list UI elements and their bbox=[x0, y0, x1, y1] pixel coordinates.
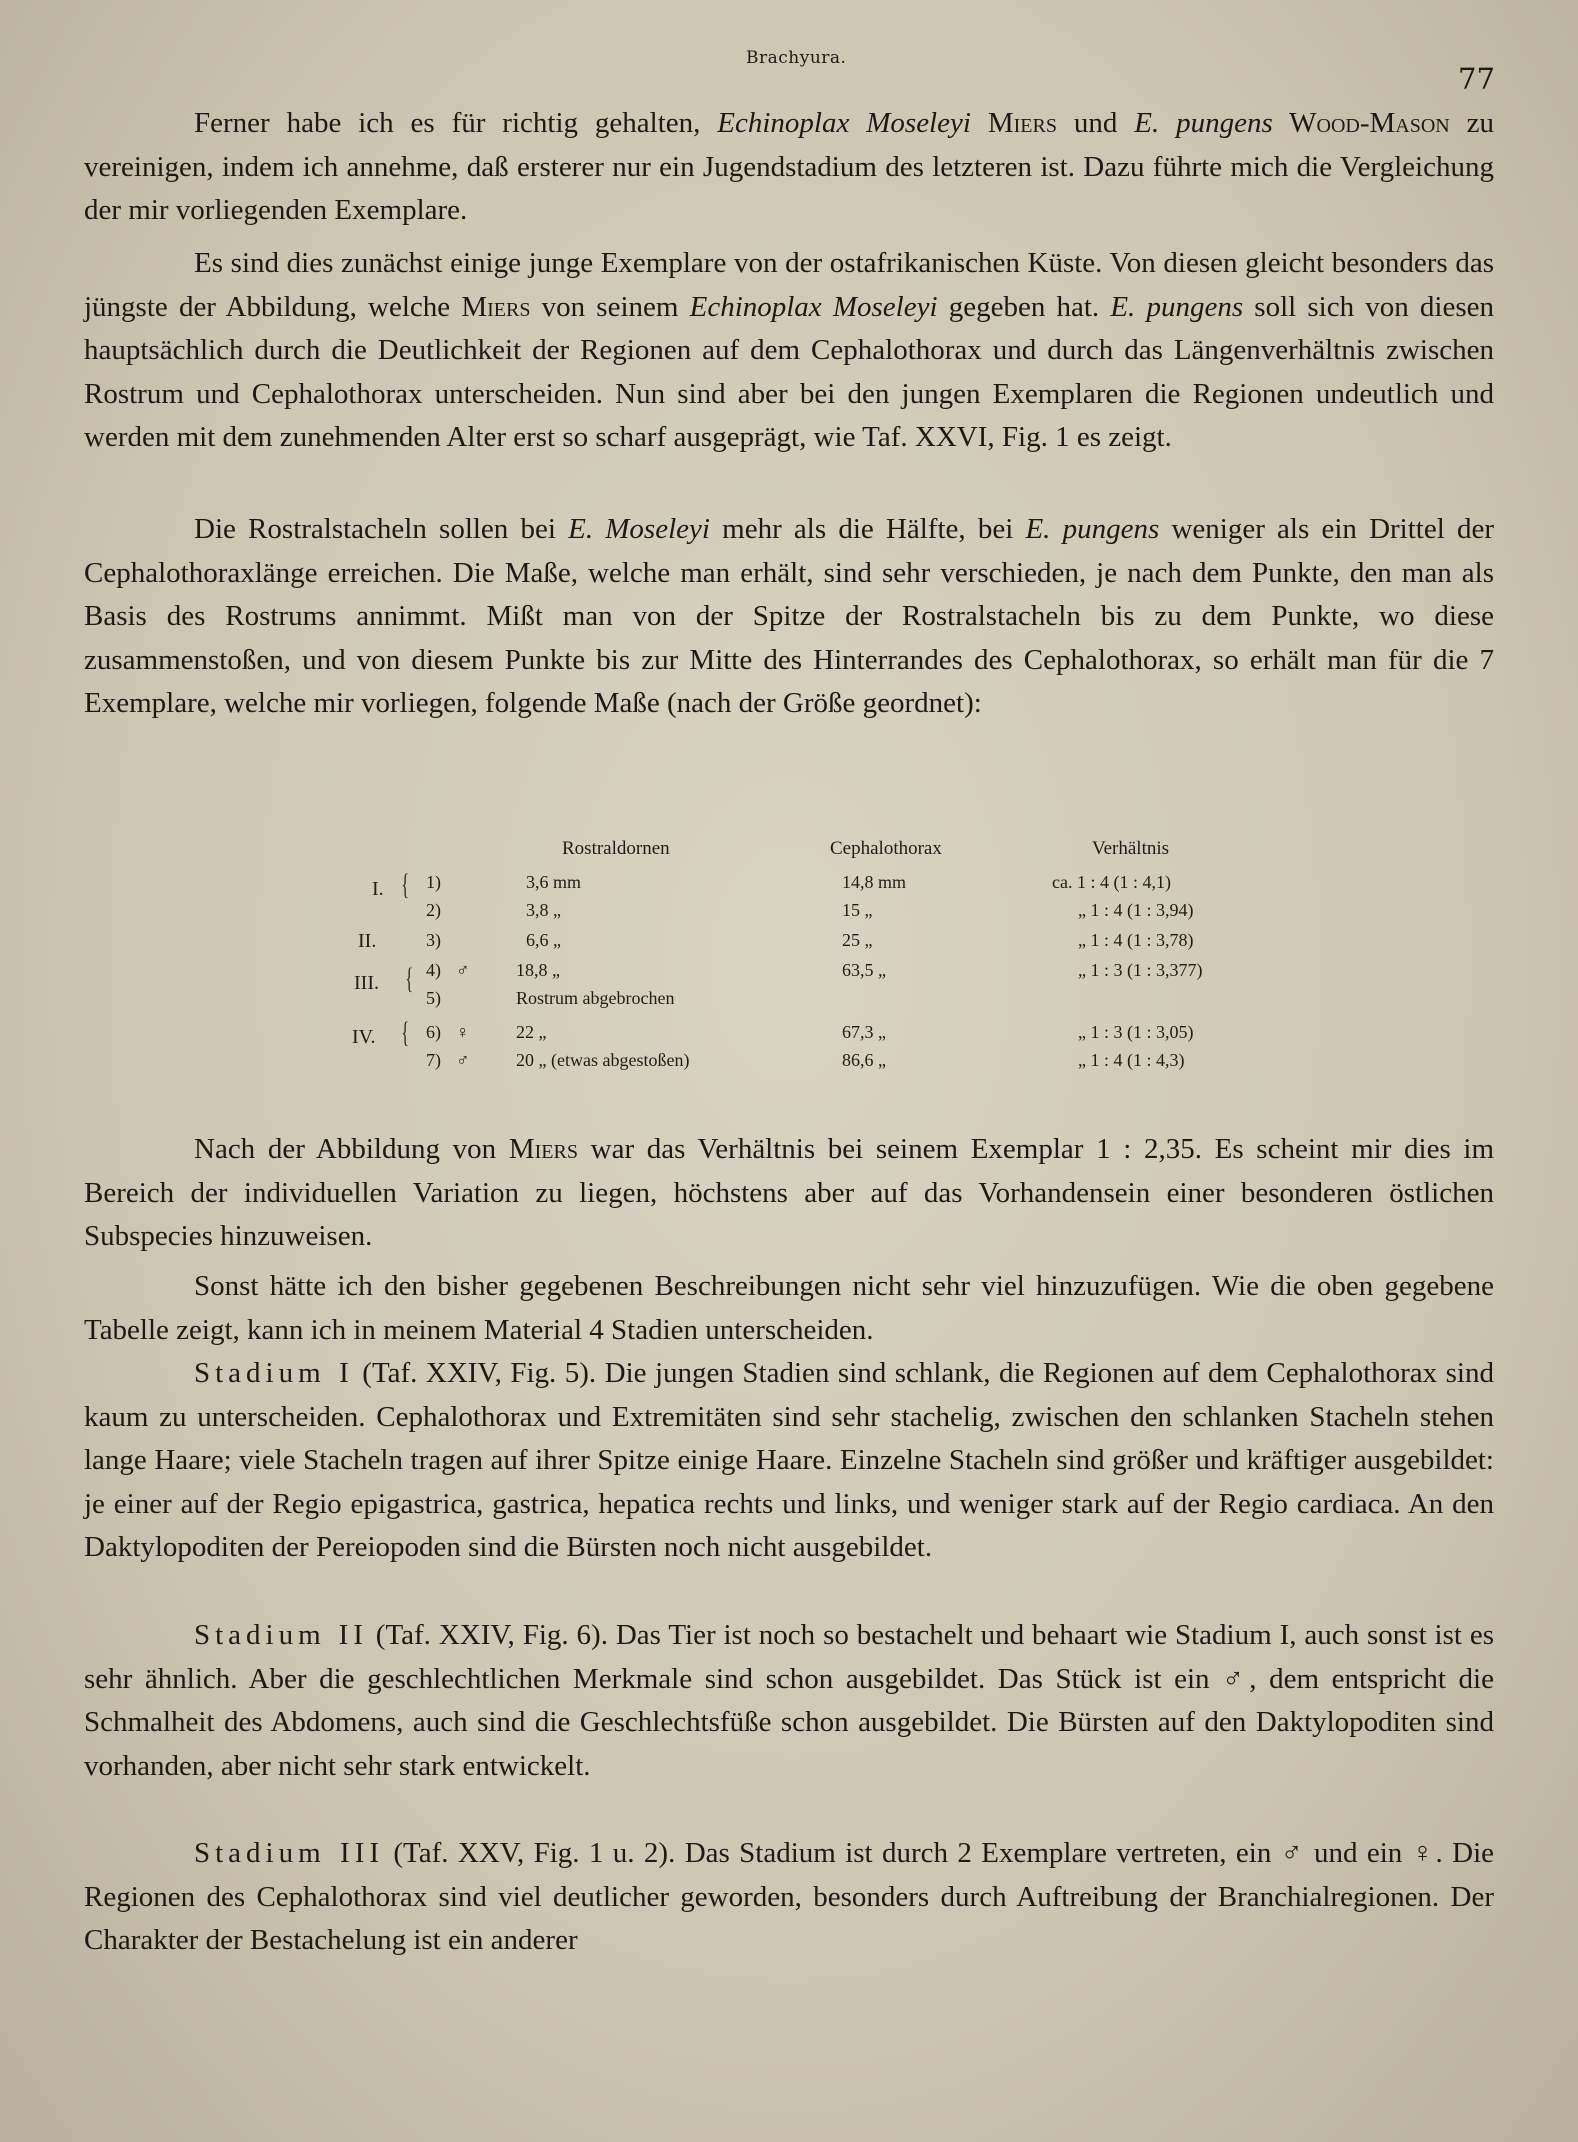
ratio-value: „ 1 : 4 (1 : 4,3) bbox=[1078, 1050, 1185, 1070]
paragraph-3 bbox=[84, 508, 1494, 726]
p1-author-2: Wood-Mason bbox=[1272, 107, 1450, 139]
paragraph-1 bbox=[84, 102, 1494, 233]
brace-group-3: { bbox=[405, 962, 414, 995]
p2-text-c: gegeben hat. bbox=[937, 290, 1111, 323]
running-head: Brachyura. bbox=[746, 48, 847, 68]
p6-text: (Taf. XXIV, Fig. 5). Die jungen Stadien sind schlank, die Regionen auf dem Cephalothorax sind kaum zu unterscheiden. Cephalothorax und Extremitäten sind sehr stachelig, zwischen den schlanken Stacheln stehen lange Haare; viele Stacheln tragen auf ihrer Spitze einige Haare. Einzelne Stacheln sind größer und kräftiger ausgebildet: je einer auf der Regio epigastrica, gastrica, hepatica rechts und links, und weniger stark auf der Regio cardiaca. An den Daktylopoditen der Pereiopoden sind die Bürsten noch nicht ausgebildet. bbox=[84, 1357, 1494, 1563]
group-label-4: IV. bbox=[352, 1026, 376, 1048]
table-row bbox=[330, 868, 1230, 901]
ratio-value: „ 1 : 3 (1 : 3,05) bbox=[1078, 1022, 1194, 1042]
specimen-number: 3) bbox=[426, 930, 441, 950]
paragraph-2 bbox=[84, 242, 1494, 460]
paragraph-4 bbox=[84, 1128, 1494, 1259]
table-row bbox=[330, 1050, 1230, 1078]
table-row bbox=[330, 930, 1230, 958]
specimen-number: 7) bbox=[426, 1050, 441, 1070]
table-row bbox=[330, 900, 1230, 928]
ceph-value: 25 „ bbox=[842, 930, 873, 950]
rostral-value: 3,8 „ bbox=[526, 900, 561, 920]
p4-text-a: Nach der Abbildung von bbox=[194, 1133, 509, 1165]
rostral-value: 6,6 „ bbox=[526, 930, 561, 950]
ceph-value: 63,5 „ bbox=[842, 960, 886, 980]
paragraph-7 bbox=[84, 1614, 1494, 1788]
p2-text-b: von seinem bbox=[530, 290, 690, 323]
p3-text-c: weniger als ein Drittel der Cephalothoraxlänge erreichen. Die Maße, welche man erhält, sind sehr verschieden, je nach dem Punkte, den man als Basis des Rostrums annimmt. Mißt man von der Spitze der Rostralstacheln bis zu dem Punkte, wo diese zusammenstoßen, und von diesem Punkte bis zur Mitte des Hinterrandes des Cephalothorax, so erhält man für die 7 Exemplare, welche mir vorliegen, folgende Maße (nach der Größe geordnet): bbox=[84, 513, 1495, 719]
p2-species-2: E. pungens bbox=[1110, 290, 1244, 323]
p4-author: Miers bbox=[508, 1133, 578, 1165]
p2-text-d: soll sich von diesen hauptsächlich durch die Deutlichkeit der Regionen auf dem Cephalothorax und durch das Längenverhältnis zwischen Rostrum und Cephalothorax unterscheiden. Nun sind aber bei den jungen Exemplaren die Regionen undeutlich und werden mit dem zunehmenden Alter erst so scharf ausgeprägt, wie Taf. XXVI, Fig. 1 es zeigt. bbox=[84, 290, 1495, 453]
brace-group-1: { bbox=[401, 868, 410, 901]
stage-3-heading: Stadium III bbox=[194, 1837, 385, 1869]
paragraph-8 bbox=[84, 1832, 1494, 1963]
specimen-number: 6) bbox=[426, 1022, 441, 1042]
p3-text-b: mehr als die Hälfte, bei bbox=[709, 513, 1026, 545]
rostral-value: Rostrum abgebrochen bbox=[516, 988, 675, 1008]
ceph-value: 14,8 mm bbox=[842, 872, 907, 892]
brace-group-4: { bbox=[401, 1016, 410, 1049]
p3-species-2: E. pungens bbox=[1025, 513, 1160, 545]
ratio-value: „ 1 : 4 (1 : 3,78) bbox=[1078, 930, 1194, 950]
p1-text-c: zu vereinigen, indem ich annehme, daß ersterer nur ein Jugendstadium des letzteren ist. Dazu führte mich die Vergleichung der mir vorliegenden Exemplare. bbox=[84, 107, 1495, 226]
ratio-value: „ 1 : 4 (1 : 3,94) bbox=[1078, 900, 1194, 920]
paragraph-6 bbox=[84, 1352, 1494, 1570]
ceph-value: 86,6 „ bbox=[842, 1050, 886, 1070]
p5-text: Sonst hätte ich den bisher gegebenen Beschreibungen nicht sehr viel hinzuzufügen. Wie die oben gegebene Tabelle zeigt, kann ich in meinem Material 4 Stadien unterscheiden. bbox=[84, 1270, 1494, 1346]
p4-text-b: war das Verhältnis bei seinem Exemplar 1 : 2,35. Es scheint mir dies im Bereich der individuellen Variation zu liegen, höchstens aber auf das Vorhandensein einer besonderen östlichen Subspecies hinzuweisen. bbox=[84, 1133, 1495, 1252]
rostral-value: 18,8 „ bbox=[516, 960, 560, 980]
header-verhaeltnis: Verhältnis bbox=[1092, 838, 1170, 859]
p7-text: (Taf. XXIV, Fig. 6). Das Tier ist noch so bestachelt und behaart wie Stadium I, auch sonst ist es sehr ähnlich. Aber die geschlechtlichen Merkmale sind schon ausgebildet. Das Stück ist ein ♂, dem entspricht die Schmalheit des Abdomens, auch sind die Geschlechtsfüße schon ausgebildet. Die Bürsten auf den Daktylopoditen sind vorhanden, aber nicht sehr stark entwickelt. bbox=[84, 1619, 1494, 1782]
p1-author-1: Miers bbox=[970, 107, 1057, 139]
specimen-number: 4) bbox=[426, 960, 441, 980]
paragraph-5 bbox=[84, 1265, 1494, 1352]
sex-symbol: ♂ bbox=[456, 1050, 470, 1070]
table-row bbox=[330, 988, 1230, 1016]
header-rostraldornen: Rostraldornen bbox=[562, 838, 670, 859]
p8-text: (Taf. XXV, Fig. 1 u. 2). Das Stadium ist durch 2 Exemplare vertreten, ein ♂ und ein ♀. Die Regionen des Cephalothorax sind viel deutlicher geworden, besonders durch Auftreibung der Branchialregionen. Der Charakter der Bestachelung ist ein anderer bbox=[84, 1837, 1494, 1956]
group-label-2: II. bbox=[358, 930, 377, 952]
p2-author: Miers bbox=[461, 290, 531, 323]
rostral-value: 20 „ (etwas abgestoßen) bbox=[516, 1050, 690, 1070]
rostral-value: 22 „ bbox=[516, 1022, 547, 1042]
stage-1-heading: Stadium I bbox=[194, 1357, 354, 1389]
group-label-1: I. bbox=[372, 878, 384, 900]
p2-species-1: Echinoplax Moseleyi bbox=[689, 290, 938, 323]
p2-text-a: Es sind dies zunächst einige junge Exemplare von der ostafrikanischen Küste. Von diesen gleicht besonders das jüngste der Abbildung, welche bbox=[84, 247, 1494, 323]
sex-symbol: ♂ bbox=[456, 960, 470, 980]
p1-text-a: Ferner habe ich es für richtig gehalten, bbox=[194, 107, 718, 139]
p1-text-b: und bbox=[1056, 107, 1135, 139]
table-row bbox=[330, 1022, 1230, 1050]
p1-species-2: E. pungens bbox=[1134, 107, 1273, 139]
p1-species-1: Echinoplax Moseleyi bbox=[717, 107, 971, 139]
rostral-value: 3,6 mm bbox=[526, 872, 582, 892]
specimen-number: 1) bbox=[426, 872, 441, 892]
p3-species-1: E. Moseleyi bbox=[568, 513, 710, 545]
page-number: 77 bbox=[1458, 62, 1495, 96]
group-label-3: III. bbox=[354, 972, 379, 994]
ratio-value: ca. 1 : 4 (1 : 4,1) bbox=[1052, 872, 1171, 892]
header-cephalothorax: Cephalothorax bbox=[830, 838, 942, 859]
ceph-value: 67,3 „ bbox=[842, 1022, 886, 1042]
ratio-value: „ 1 : 3 (1 : 3,377) bbox=[1078, 960, 1203, 980]
specimen-number: 5) bbox=[426, 988, 441, 1008]
specimen-number: 2) bbox=[426, 900, 441, 920]
stage-2-heading: Stadium II bbox=[194, 1619, 368, 1651]
p3-text-a: Die Rostralstacheln sollen bei bbox=[194, 513, 569, 545]
table-row bbox=[330, 960, 1230, 988]
sex-symbol: ♀ bbox=[456, 1022, 470, 1042]
ceph-value: 15 „ bbox=[842, 900, 873, 920]
